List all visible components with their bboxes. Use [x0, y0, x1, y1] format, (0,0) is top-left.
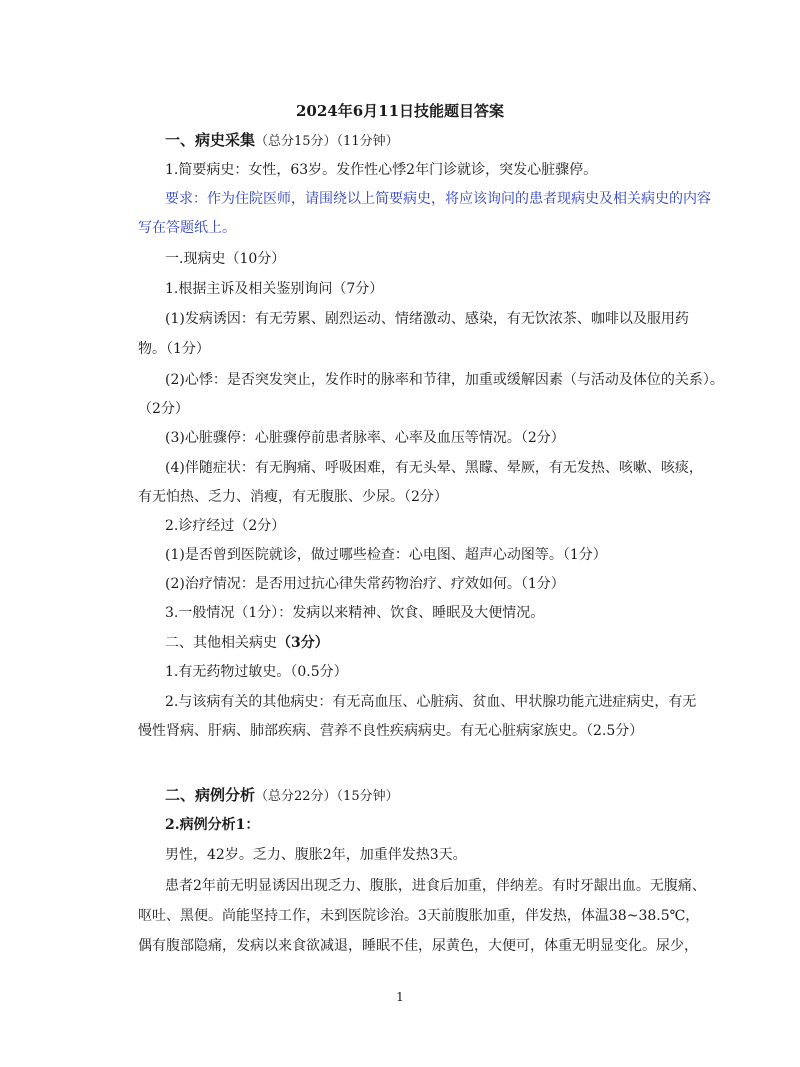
brief-history: 1.简要病史：女性，63岁。发作性心悸2年门诊就诊，突发心脏骤停。: [165, 162, 598, 178]
item1-line-1: (1)发病诱因：有无劳累、剧烈运动、情绪激动、感染，有无饮浓茶、咖啡以及服用药: [165, 311, 689, 327]
other-item-2-line-2: 慢性肾病、肝病、肺部疾病、营养不良性疾病病史。有无心脏病家族史。（2.5分）: [138, 723, 644, 739]
other-history-heading-row: [165, 633, 329, 653]
treatment-item-2: (2)治疗情况：是否用过抗心律失常药物治疗、疗效如何。（1分）: [165, 576, 565, 592]
document-title: 2024年6月11日技能题目答案: [295, 102, 505, 120]
item1-line-2: 物。（1分）: [138, 341, 210, 357]
patient-summary: 男性，42岁。乏力、腹胀2年，加重伴发热3天。: [165, 847, 467, 863]
other-item-1: 1.有无药物过敏史。（0.5分）: [165, 664, 348, 680]
section1-meta: （总分15分）（11分钟）: [255, 134, 399, 149]
current-history-heading: 一.现病史（10分）: [165, 251, 286, 267]
page-number: 1: [396, 990, 404, 1004]
item4-line-2: 有无怕热、乏力、消瘦，有无腹胀、少尿。（2分）: [138, 489, 448, 505]
treatment-heading: 2.诊疗经过（2分）: [165, 518, 286, 534]
other-history-heading: 二、其他相关病史: [165, 635, 277, 651]
case-analysis-heading: 2.病例分析1：: [165, 817, 260, 833]
section2-meta: （总分22分）（15分钟）: [255, 789, 399, 804]
item2-line-2: （2分）: [138, 401, 189, 417]
chief-complaint-heading: 1.根据主诉及相关鉴别询问（7分）: [165, 281, 384, 297]
item3: (3)心脏骤停：心脏骤停前患者脉率、心率及血压等情况。（2分）: [165, 430, 565, 446]
case-paragraph-line-2: 呕吐、黑便。尚能坚持工作，未到医院诊治。3天前腹胀加重，伴发热，体温38~38.5℃，: [138, 908, 700, 924]
section1-heading-row: [165, 130, 399, 152]
treatment-item-1: (1)是否曾到医院就诊，做过哪些检查：心电图、超声心动图等。（1分）: [165, 547, 607, 563]
other-item-2-line-1: 2.与该病有关的其他病史：有无高血压、心脏病、贫血、甲状腺功能亢进症病史，有无: [165, 694, 697, 710]
case-paragraph-line-1: 患者2年前无明显诱因出现乏力、腹胀，进食后加重，伴纳差。有时牙龈出血。无腹痛、: [165, 878, 706, 894]
other-history-score: （3分）: [277, 635, 329, 651]
requirement-line-2: 写在答题纸上。: [138, 220, 236, 236]
general-condition: 3.一般情况（1分）：发病以来精神、饮食、睡眠及大便情况。: [165, 605, 545, 621]
section2-heading-row: [165, 785, 399, 807]
section2-heading: 二、病例分析: [165, 786, 256, 804]
requirement-line-1: 要求：作为住院医师，请围绕以上简要病史，将应该询问的患者现病史及相关病史的内容: [165, 191, 711, 207]
section1-heading: 一、病史采集: [165, 131, 256, 149]
case-paragraph-line-3: 偶有腹部隐痛，发病以来食欲减退，睡眠不佳，尿黄色，大便可，体重无明显变化。尿少，: [138, 938, 698, 954]
item4-line-1: (4)伴随症状：有无胸痛、呼吸困难，有无头晕、黑矇、晕厥，有无发热、咳嗽、咳痰，: [165, 460, 703, 476]
item2-line-1: (2)心悸：是否突发突止，发作时的脉率和节律，加重或缓解因素（与活动及体位的关系）。: [165, 372, 724, 388]
